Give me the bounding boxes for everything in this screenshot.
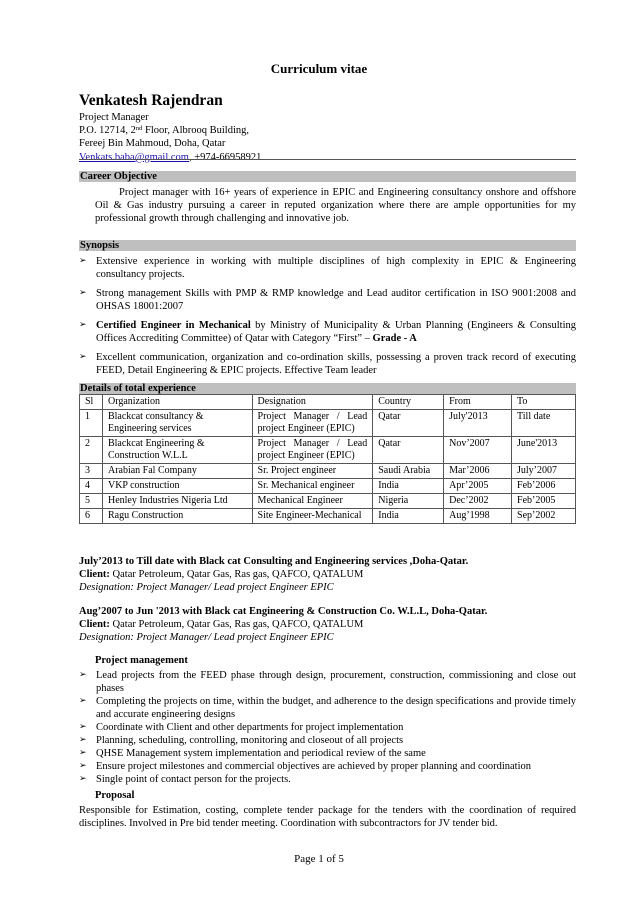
table-cell: India — [373, 509, 444, 524]
synopsis-item-text: Extensive experience in working with multiple disciplines of high complexity in EPIC & Engineering consultancy projects. — [96, 256, 576, 280]
arrow-bullet-icon: ➢ — [79, 288, 87, 298]
address-line-1 — [79, 124, 579, 137]
arrow-bullet-icon: ➢ — [79, 256, 87, 266]
table-row — [80, 494, 576, 509]
table-cell: Mar’2006 — [444, 464, 512, 479]
column-header: Sl — [80, 395, 103, 410]
table-cell: July’2007 — [512, 464, 576, 479]
table-cell: Sr. Project engineer — [252, 464, 373, 479]
arrow-bullet-icon: ➢ — [79, 774, 87, 784]
synopsis-item — [79, 255, 576, 281]
table-cell: Feb’2005 — [512, 494, 576, 509]
table-cell: 5 — [80, 494, 103, 509]
table-cell: 3 — [80, 464, 103, 479]
table-cell: Project Manager / Lead project Engineer (EPIC) — [252, 437, 373, 464]
job-2-heading: Aug’2007 to Jun '2013 with Black cat Engineering & Construction Co. W.L.L, Doha-Qatar. — [79, 606, 488, 617]
table-cell: Apr’2005 — [444, 479, 512, 494]
experience-table — [79, 394, 576, 524]
table-row — [80, 437, 576, 464]
column-header: Organization — [102, 395, 252, 410]
project-management-heading: Project management — [95, 655, 188, 666]
table-cell: Blackcat consultancy & Engineering services — [102, 410, 252, 437]
job-1-block — [79, 555, 579, 594]
table-cell: Arabian Fal Company — [102, 464, 252, 479]
document-title: Curriculum vitae — [270, 61, 368, 76]
certification-text: by Ministry of Municipality & Urban Planning (Engineers & Consulting Offices Accrediting Committee) of Qatar with Category “First” – — [96, 320, 576, 344]
address-superscript: nd — [135, 125, 143, 133]
client-text: Qatar Petroleum, Qatar Gas, Ras gas, QAFCO, QATALUM — [109, 569, 364, 580]
arrow-bullet-icon: ➢ — [79, 696, 87, 706]
project-management-item-text: Completing the projects on time, within the budget, and adherence to the design specifications and provide timely and accurate engineering designs — [96, 696, 576, 720]
table-cell: Sep’2002 — [512, 509, 576, 524]
arrow-bullet-icon: ➢ — [79, 352, 87, 362]
client-text: Qatar Petroleum, Qatar Gas, Ras gas, QAFCO, QATALUM — [109, 619, 364, 630]
job-2-block — [79, 605, 579, 644]
project-management-item-text: Ensure project milestones and commercial objectives are achieved by proper planning and coordination — [96, 761, 532, 772]
table-row — [80, 464, 576, 479]
career-objective-heading: Career Objective — [79, 171, 576, 182]
experience-heading: Details of total experience — [79, 383, 576, 394]
proposal-heading: Proposal — [95, 790, 135, 801]
project-management-item — [79, 695, 576, 721]
project-management-item — [79, 734, 576, 747]
page-footer: Page 1 of 5 — [294, 853, 344, 865]
project-management-item-text: QHSE Management system implementation and periodical review of the same — [96, 748, 426, 759]
table-cell: VKP construction — [102, 479, 252, 494]
email-phone-line — [79, 151, 579, 164]
job-1-designation: Designation: Project Manager/ Lead project Engineer EPIC — [79, 582, 334, 593]
certification-bold: Certified Engineer in Mechanical — [96, 320, 251, 331]
column-header: Designation — [252, 395, 373, 410]
address-line-2: Fereej Bin Mahmoud, Doha, Qatar — [79, 138, 226, 150]
phone-text: , +974-66958921 — [188, 151, 262, 163]
synopsis-heading: Synopsis — [79, 240, 576, 251]
table-cell: Blackcat Engineering & Construction W.L.L — [102, 437, 252, 464]
arrow-bullet-icon: ➢ — [79, 735, 87, 745]
grade-bold: Grade - A — [372, 333, 417, 344]
project-management-item-text: Lead projects from the FEED phase through design, procurement, construction, commissioning and close out phases — [96, 670, 576, 694]
table-cell: 6 — [80, 509, 103, 524]
table-cell: Nov’2007 — [444, 437, 512, 464]
table-header-row — [80, 395, 576, 410]
job-1-heading: July’2013 to Till date with Black cat Consulting and Engineering services ,Doha-Qatar. — [79, 556, 469, 567]
table-cell: 4 — [80, 479, 103, 494]
synopsis-item — [79, 287, 576, 313]
project-management-item — [79, 669, 576, 695]
table-cell: India — [373, 479, 444, 494]
table-cell: Ragu Construction — [102, 509, 252, 524]
address-text: P.O. 12714, 2 — [79, 125, 136, 137]
project-management-list — [79, 669, 576, 786]
column-header: To — [512, 395, 576, 410]
table-cell: Sr. Mechanical engineer — [252, 479, 373, 494]
table-cell: July'2013 — [444, 410, 512, 437]
arrow-bullet-icon: ➢ — [79, 748, 87, 758]
project-management-item — [79, 773, 576, 786]
synopsis-item-text: Excellent communication, organization and co-ordination skills, possessing a proven track record of executing FEED, Detail Engineering & EPIC projects. Effective Team leader — [96, 352, 576, 376]
table-cell: 1 — [80, 410, 103, 437]
arrow-bullet-icon: ➢ — [79, 761, 87, 771]
table-cell: Feb’2006 — [512, 479, 576, 494]
project-management-item — [79, 747, 576, 760]
column-header: Country — [373, 395, 444, 410]
table-cell: Henley Industries Nigeria Ltd — [102, 494, 252, 509]
arrow-bullet-icon: ➢ — [79, 320, 87, 330]
arrow-bullet-icon: ➢ — [79, 670, 87, 680]
role-line: Project Manager — [79, 112, 149, 123]
proposal-text: Responsible for Estimation, costing, complete tender package for the tenders with the coordination of required disciplines. Involved in Pre bid tender meeting. Coordination with subcontractors for JV tender bid. — [79, 805, 576, 829]
candidate-name: Venkatesh Rajendran — [79, 92, 223, 109]
client-label: Client: — [79, 569, 110, 580]
synopsis-item — [79, 319, 576, 345]
email-link[interactable]: Venkats.baba@gmail.com — [79, 151, 189, 163]
table-cell: Site Engineer-Mechanical — [252, 509, 373, 524]
experience-table-body — [80, 395, 576, 524]
career-objective-text: Project manager with 16+ years of experience in EPIC and Engineering consultancy onshore and offshore Oil & Gas industry pursuing a career in reputed organization where there are ample opportunities for my professional growth through challenging and innovative job. — [95, 187, 576, 224]
contact-block — [79, 111, 579, 164]
project-management-item-text: Planning, scheduling, controlling, monitoring and closeout of all projects — [96, 735, 404, 746]
table-row — [80, 410, 576, 437]
job-1-client — [79, 568, 579, 581]
synopsis-list — [79, 255, 576, 377]
column-header: From — [444, 395, 512, 410]
table-cell: Nigeria — [373, 494, 444, 509]
table-cell: Qatar — [373, 437, 444, 464]
synopsis-item-text: Strong management Skills with PMP & RMP knowledge and Lead auditor certification in ISO 9001:2008 and OHSAS 18001:2007 — [96, 288, 576, 312]
project-management-item — [79, 721, 576, 734]
address-text-rest: Floor, Albrooq Building, — [142, 125, 250, 137]
table-cell: Qatar — [373, 410, 444, 437]
project-management-item-text: Single point of contact person for the projects. — [96, 774, 291, 785]
table-cell: Mechanical Engineer — [252, 494, 373, 509]
table-cell: Dec’2002 — [444, 494, 512, 509]
arrow-bullet-icon: ➢ — [79, 722, 87, 732]
table-row — [80, 509, 576, 524]
job-2-client — [79, 618, 579, 631]
client-label: Client: — [79, 619, 110, 630]
job-2-designation: Designation: Project Manager/ Lead project Engineer EPIC — [79, 632, 334, 643]
table-cell: Project Manager / Lead project Engineer (EPIC) — [252, 410, 373, 437]
synopsis-item — [79, 351, 576, 377]
table-cell: Saudi Arabia — [373, 464, 444, 479]
table-cell: 2 — [80, 437, 103, 464]
header-divider — [79, 159, 576, 160]
table-cell: Till date — [512, 410, 576, 437]
table-cell: Aug’1998 — [444, 509, 512, 524]
table-cell: June'2013 — [512, 437, 576, 464]
table-row — [80, 479, 576, 494]
project-management-item-text: Coordinate with Client and other departments for project implementation — [96, 722, 404, 733]
project-management-item — [79, 760, 576, 773]
